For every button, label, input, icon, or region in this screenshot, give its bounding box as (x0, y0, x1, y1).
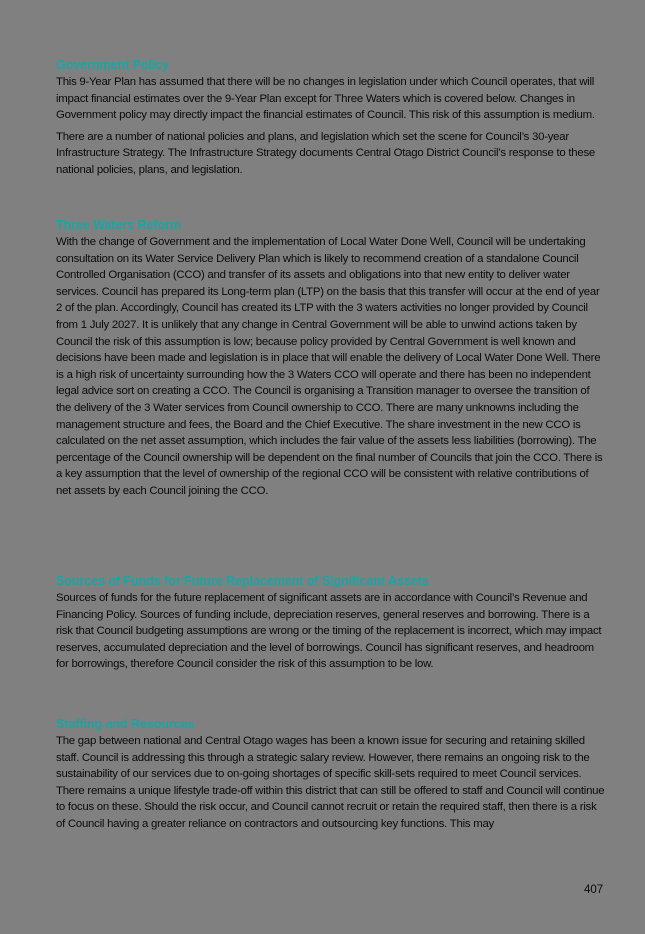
paragraph: With the change of Government and the implementation of Local Water Done Well, Council will be undertaking consultation on its Water Service Delivery Plan which is likely to recommend creation of a standalone Council Controlled Organisation (CCO) and transfer of its assets and obligations into that new entity to deliver water services. Council has prepared its Long-term plan (LTP) on the basis that this transfer will occur at the end of year 2 of the plan. Accordingly, Council has created its LTP with the 3 waters activities no longer provided by Council from 1 July 2027. It is unlikely that any change in Central Government will be able to unwind actions taken by Council the risk of this assumption is low; because policy provided by Central Government is well known and decisions have been made and legislation is in place that will enable the delivery of Local Water Done Well. There is a high risk of uncertainty surrounding how the 3 Waters CCO will operate and there has been no independent legal advice sort on creating a CCO. The Council is organising a Transition manager to oversee the transition of the delivery of the 3 Water services from Council ownership to CCO. There are many unknowns including the management structure and fees, the Board and the Chief Executive. The share investment in the new CCO is calculated on the net asset assumption, which includes the fair value of the assets less liabilities (borrowing). The percentage of the Council ownership will be dependent on the final number of Councils that join the CCO. There is a key assumption that the level of ownership of the regional CCO will be consistent with relative contributions of net assets by each Council joining the CCO. (56, 236, 603, 497)
page-number: 407 (584, 884, 604, 896)
paragraph: There are a number of national policies and plans, and legislation which set the scene for Council’s 30-year Infrastructure Strategy. The Infrastructure Strategy documents Central Otago District Council’s response to these national policies, plans, and legislation. (56, 130, 596, 176)
section-staffing-and-resources (56, 716, 606, 833)
section-three-waters-reform (56, 217, 606, 500)
paragraph: Sources of funds for the future replacement of significant assets are in accordance with Council’s Revenue and Financing Policy. Sources of funding include, depreciation reserves, general reserves and borrowing. There is a risk that Council budgeting assumptions are wrong or the timing of the replacement is incorrect, which may impact reserves, accumulated depreciation and the level of borrowings. Council has significant reserves, and headroom for borrowings, therefore Council consider the risk of this assumption to be low. (56, 592, 602, 671)
paragraph: This 9-Year Plan has assumed that there will be no changes in legislation under which Council operates, that will impact financial estimates over the 9-Year Plan except for Three Waters which is covered below. Changes in Government policy may directly impact the financial estimates of Council. This risk of this assumption is medium. (56, 76, 595, 122)
section-sources-of-funds (56, 573, 606, 673)
paragraph: The gap between national and Central Otago wages has been a known issue for securing and retaining skilled staff. Council is addressing this through a strategic salary review. However, there remains an ongoing risk to the sustainability of our services due to on-going shortages of specific skill-sets required to meet Council services. There remains a unique lifestyle trade-off within this district that can still be offered to staff and Council will continue to focus on these. Should the risk occur, and Council cannot recruit or retain the required staff, then there is a risk of Council having a greater reliance on contractors and outsourcing key functions. This may (56, 735, 605, 830)
section-government-policy (56, 57, 606, 179)
section-heading: Government Policy (56, 58, 170, 72)
section-heading: Three Waters Reform (56, 218, 182, 232)
section-heading: Sources of Funds for Future Replacement of Significant Assets (56, 574, 429, 588)
section-heading: Staffing and Resources (56, 717, 195, 731)
